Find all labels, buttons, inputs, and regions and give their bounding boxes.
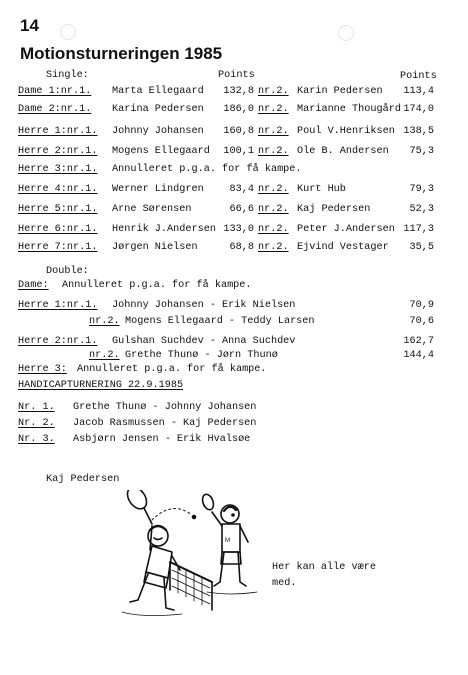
player-points: 160,8 bbox=[223, 126, 254, 137]
annulled-note: Annulleret p.g.a. for få kampe. bbox=[62, 280, 252, 291]
doubles-dame-label: Dame: bbox=[18, 280, 49, 291]
player-points: 66,6 bbox=[229, 204, 254, 215]
player-name: Peter J.Andersen bbox=[297, 224, 395, 235]
pair-points: 70,6 bbox=[409, 316, 434, 327]
player-name: Ejvind Vestager bbox=[297, 242, 389, 253]
player-name: Mogens Ellegaard bbox=[112, 146, 210, 157]
row-label: nr.2. bbox=[89, 316, 120, 327]
player-points: 138,5 bbox=[403, 126, 434, 137]
nr2-label: nr.2. bbox=[258, 104, 289, 115]
nr2-label: nr.2. bbox=[258, 224, 289, 235]
row-label: Dame 1:nr.1. bbox=[18, 86, 92, 97]
row-label: Herre 4:nr.1. bbox=[18, 184, 98, 195]
caption-line-1: Her kan alle være bbox=[272, 562, 376, 573]
page-number: 14 bbox=[20, 16, 39, 35]
player-points: 100,1 bbox=[223, 146, 254, 157]
pair-names: Mogens Ellegaard - Teddy Larsen bbox=[125, 316, 315, 327]
pair-points: 162,7 bbox=[403, 336, 434, 347]
row-label: nr.2. bbox=[89, 350, 120, 361]
pair-points: 144,4 bbox=[403, 350, 434, 361]
player-name: Kaj Pedersen bbox=[297, 204, 371, 215]
player-name: Henrik J.Andersen bbox=[112, 224, 216, 235]
signature: Kaj Pedersen bbox=[46, 474, 120, 485]
pair-points: 70,9 bbox=[409, 300, 434, 311]
row-label: Herre 3:nr.1. bbox=[18, 164, 98, 175]
player-points: 35,5 bbox=[409, 242, 434, 253]
svg-text:M: M bbox=[225, 538, 230, 544]
player-name: Werner Lindgren bbox=[112, 184, 204, 195]
row-label: Herre 2:nr.1. bbox=[18, 146, 98, 157]
pair-names: Gulshan Suchdev - Anna Suchdev bbox=[112, 336, 296, 347]
pair-names: Jacob Rasmussen - Kaj Pedersen bbox=[73, 418, 257, 429]
player-name: Karina Pedersen bbox=[112, 104, 204, 115]
player-name: Poul V.Henriksen bbox=[297, 126, 395, 137]
player-points: 174,0 bbox=[403, 104, 434, 115]
player-points: 83,4 bbox=[229, 184, 254, 195]
player-points: 113,4 bbox=[403, 86, 434, 97]
player-name: Johnny Johansen bbox=[112, 126, 204, 137]
points-header-2: Points bbox=[400, 71, 437, 82]
handicap-heading: HANDICAPTURNERING 22.9.1985 bbox=[18, 380, 184, 391]
nr2-label: nr.2. bbox=[258, 86, 289, 97]
nr2-label: nr.2. bbox=[258, 204, 289, 215]
annulled-note: Annulleret p.g.a. for få kampe. bbox=[77, 364, 267, 375]
player-points: 133,0 bbox=[223, 224, 254, 235]
singles-heading: Single: bbox=[46, 70, 89, 81]
player-name: Ole B. Andersen bbox=[297, 146, 389, 157]
rank-label: Nr. 1. bbox=[18, 402, 55, 413]
annulled-note: Annulleret p.g.a. for få kampe. bbox=[112, 164, 302, 175]
doubles-heading: Double: bbox=[46, 266, 89, 277]
rank-label: Nr. 2. bbox=[18, 418, 55, 429]
player-name: Marianne Thougård bbox=[297, 104, 401, 115]
player-points: 75,3 bbox=[409, 146, 434, 157]
player-points: 68,8 bbox=[229, 242, 254, 253]
row-label: Herre 2:nr.1. bbox=[18, 336, 98, 347]
pair-names: Grethe Thunø - Jørn Thunø bbox=[125, 350, 278, 361]
points-header: Points bbox=[218, 70, 255, 81]
row-label: Herre 7:nr.1. bbox=[18, 242, 98, 253]
row-label: Herre 5:nr.1. bbox=[18, 204, 98, 215]
caption-line-2: med. bbox=[272, 578, 297, 589]
punch-hole-right bbox=[338, 25, 354, 41]
nr2-label: nr.2. bbox=[258, 146, 289, 157]
player-name: Kurt Hub bbox=[297, 184, 346, 195]
player-name: Marta Ellegaard bbox=[112, 86, 204, 97]
player-points: 132,8 bbox=[223, 86, 254, 97]
nr2-label: nr.2. bbox=[258, 242, 289, 253]
player-points: 186,0 bbox=[223, 104, 254, 115]
nr2-label: nr.2. bbox=[258, 184, 289, 195]
player-name: Jørgen Nielsen bbox=[112, 242, 198, 253]
player-name: Arne Sørensen bbox=[112, 204, 192, 215]
row-label: Herre 1:nr.1. bbox=[18, 300, 98, 311]
player-points: 52,3 bbox=[409, 204, 434, 215]
player-points: 79,3 bbox=[409, 184, 434, 195]
punch-hole-left bbox=[60, 24, 76, 40]
player-points: 117,3 bbox=[403, 224, 434, 235]
badminton-players-cartoon-icon bbox=[112, 490, 272, 655]
pair-names: Johnny Johansen - Erik Nielsen bbox=[112, 300, 296, 311]
row-label: Dame 2:nr.1. bbox=[18, 104, 92, 115]
row-label: Herre 1:nr.1. bbox=[18, 126, 98, 137]
pair-names: Asbjørn Jensen - Erik Hvalsøe bbox=[73, 434, 251, 445]
pair-names: Grethe Thunø - Johnny Johansen bbox=[73, 402, 257, 413]
page-title: Motionsturneringen 1985 bbox=[20, 44, 223, 63]
doubles-herre3-label: Herre 3: bbox=[18, 364, 67, 375]
row-label: Herre 6:nr.1. bbox=[18, 224, 98, 235]
rank-label: Nr. 3. bbox=[18, 434, 55, 445]
nr2-label: nr.2. bbox=[258, 126, 289, 137]
player-name: Karin Pedersen bbox=[297, 86, 383, 97]
